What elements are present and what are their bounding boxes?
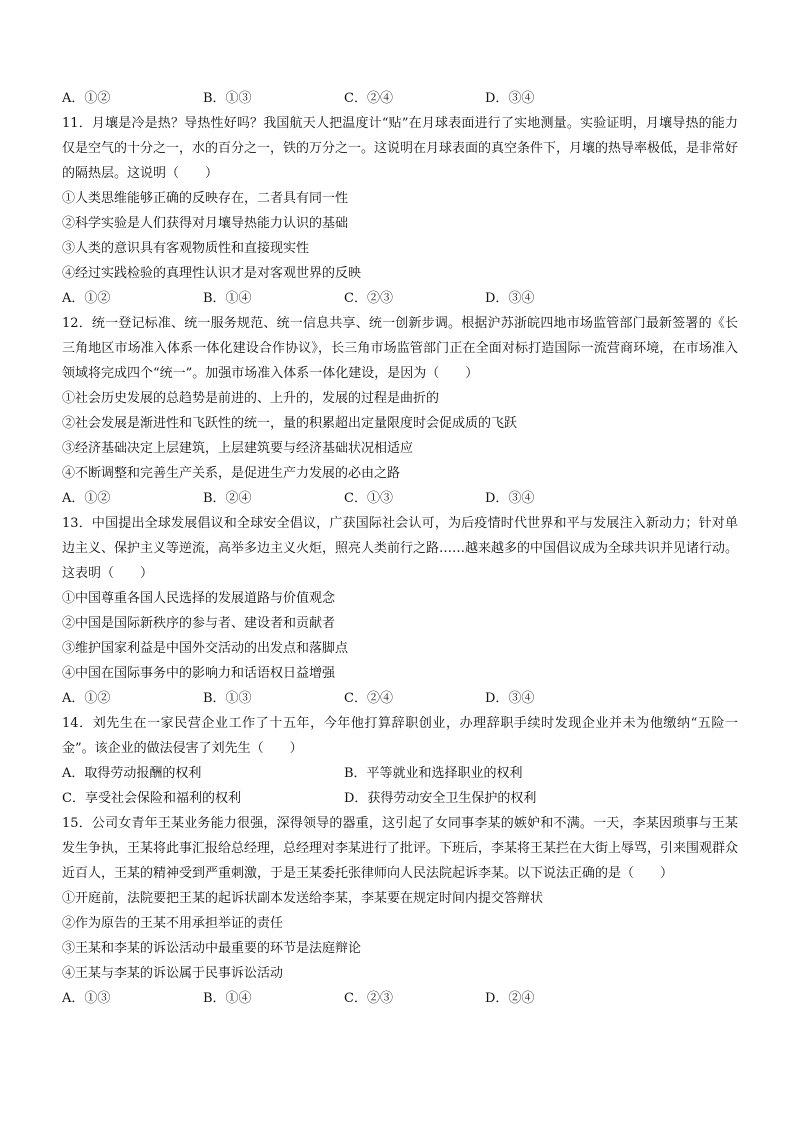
statement-item: ④经过实践检验的真理性认识才是对客观世界的反映	[62, 266, 362, 281]
option-c: C．②④	[344, 91, 393, 106]
option-b: B．①③	[203, 91, 252, 106]
options-row	[62, 786, 738, 811]
option-b: B．①④	[203, 291, 252, 306]
question-11	[62, 111, 738, 311]
option-d: D．②④	[485, 991, 535, 1006]
option-d: D．③④	[485, 291, 535, 306]
option-d: D．③④	[485, 491, 535, 506]
option-a: A．①②	[62, 691, 111, 706]
statement-item: ④不断调整和完善生产关系，是促进生产力发展的必由之路	[62, 466, 401, 481]
statement-item: ④王某与李某的诉讼属于民事诉讼活动	[62, 966, 284, 981]
statement-item: ①人类思维能够正确的反映存在，二者具有同一性	[62, 191, 349, 206]
question-stem: 12．统一登记标准、统一服务规范、统一信息共享、统一创新步调。根据沪苏浙皖四地市场监管部门最新签署的《长三角地区市场准入体系一体化建设合作协议》，长三角市场监管部门正在全面对标打造国际一流营商环境，在市场准入领域将完成四个“统一”。加强市场准入体系一体化建设，是因为（ ）	[62, 316, 738, 381]
option-d: D．③④	[485, 691, 535, 706]
option-a: A．①②	[62, 91, 111, 106]
statement-item: ②科学实验是人们获得对月壤导热能力认识的基础	[62, 216, 349, 231]
option-b: B．②④	[203, 491, 252, 506]
option-a: A．①③	[62, 991, 111, 1006]
statement-item: ②中国是国际新秩序的参与者、建设者和贡献者	[62, 616, 336, 631]
option-c: C．②③	[344, 991, 393, 1006]
question-stem: 15．公司女青年王某业务能力很强，深得领导的器重，这引起了女同事李某的嫉妒和不满。一天，李某因琐事与王某发生争执，王某将此事汇报给总经理，总经理对李某进行了批评。下班后，李某将王某拦在大街上辱骂，引来围观群众近百人，王某的精神受到严重刺激，于是王某委托张律师向人民法院起诉李某。以下说法正确的是（ ）	[62, 816, 739, 881]
option-b: B．平等就业和选择职业的权利	[344, 766, 523, 781]
statement-item: ③人类的意识具有客观物质性和直接现实性	[62, 241, 310, 256]
option-c: C．②③	[344, 291, 393, 306]
question-stem: 11．月壤是冷是热？导热性好吗？我国航天人把温度计“贴”在月球表面进行了实地测量。实验证明，月壤导热的能力仅是空气的十分之一，水的百分之一，铁的万分之一。这说明在月球表面的真空条件下，月壤的热导率极低，是非常好的隔热层。这说明（ ）	[62, 116, 739, 181]
option-a: A．取得劳动报酬的权利	[62, 766, 202, 781]
question-stem: 14．刘先生在一家民营企业工作了十五年，今年他打算辞职创业，办理辞职手续时发现企业并未为他缴纳“五险一金”。该企业的做法侵害了刘先生（ ）	[62, 716, 738, 756]
question-15	[62, 811, 738, 1011]
statement-item: ②作为原告的王某不用承担举证的责任	[62, 916, 284, 931]
option-d: D．获得劳动安全卫生保护的权利	[344, 791, 537, 806]
options-row	[62, 686, 738, 711]
option-b: B．①③	[203, 691, 252, 706]
option-c: C．①③	[344, 491, 393, 506]
question-14	[62, 711, 738, 811]
option-b: B．①④	[203, 991, 252, 1006]
option-d: D．③④	[485, 91, 535, 106]
options-row	[62, 486, 738, 511]
option-c: C．②④	[344, 691, 393, 706]
statement-item: ①开庭前，法院要把王某的起诉状副本发送给李某，李某要在规定时间内提交答辩状	[62, 891, 544, 906]
options-row	[62, 761, 738, 786]
option-a: A．①②	[62, 491, 111, 506]
statement-item: ②社会发展是渐进性和飞跃性的统一，量的积累超出定量限度时会促成质的飞跃	[62, 416, 518, 431]
statement-item: ④中国在国际事务中的影响力和话语权日益增强	[62, 666, 336, 681]
question-12	[62, 311, 738, 511]
statement-item: ③维护国家利益是中国外交活动的出发点和落脚点	[62, 641, 349, 656]
option-c: C．享受社会保险和福利的权利	[62, 791, 241, 806]
statement-item: ③王某和李某的诉讼活动中最重要的环节是法庭辩论	[62, 941, 362, 956]
top-options-row	[62, 86, 738, 111]
statement-item: ③经济基础决定上层建筑，上层建筑要与经济基础状况相适应	[62, 441, 414, 456]
options-row	[62, 286, 738, 311]
options-row	[62, 986, 738, 1011]
statement-item: ①中国尊重各国人民选择的发展道路与价值观念	[62, 591, 336, 606]
statement-item: ①社会历史发展的总趋势是前进的、上升的，发展的过程是曲折的	[62, 391, 440, 406]
question-13	[62, 511, 738, 711]
option-a: A．①②	[62, 291, 111, 306]
question-content	[62, 86, 738, 1011]
question-stem: 13．中国提出全球发展倡议和全球安全倡议，广获国际社会认可，为后疫情时代世界和平与发展注入新动力；针对单边主义、保护主义等逆流，高举多边主义火炬，照亮人类前行之路……越来越多的中国倡议成为全球共识并见诸行动。这表明（ ）	[62, 516, 739, 581]
